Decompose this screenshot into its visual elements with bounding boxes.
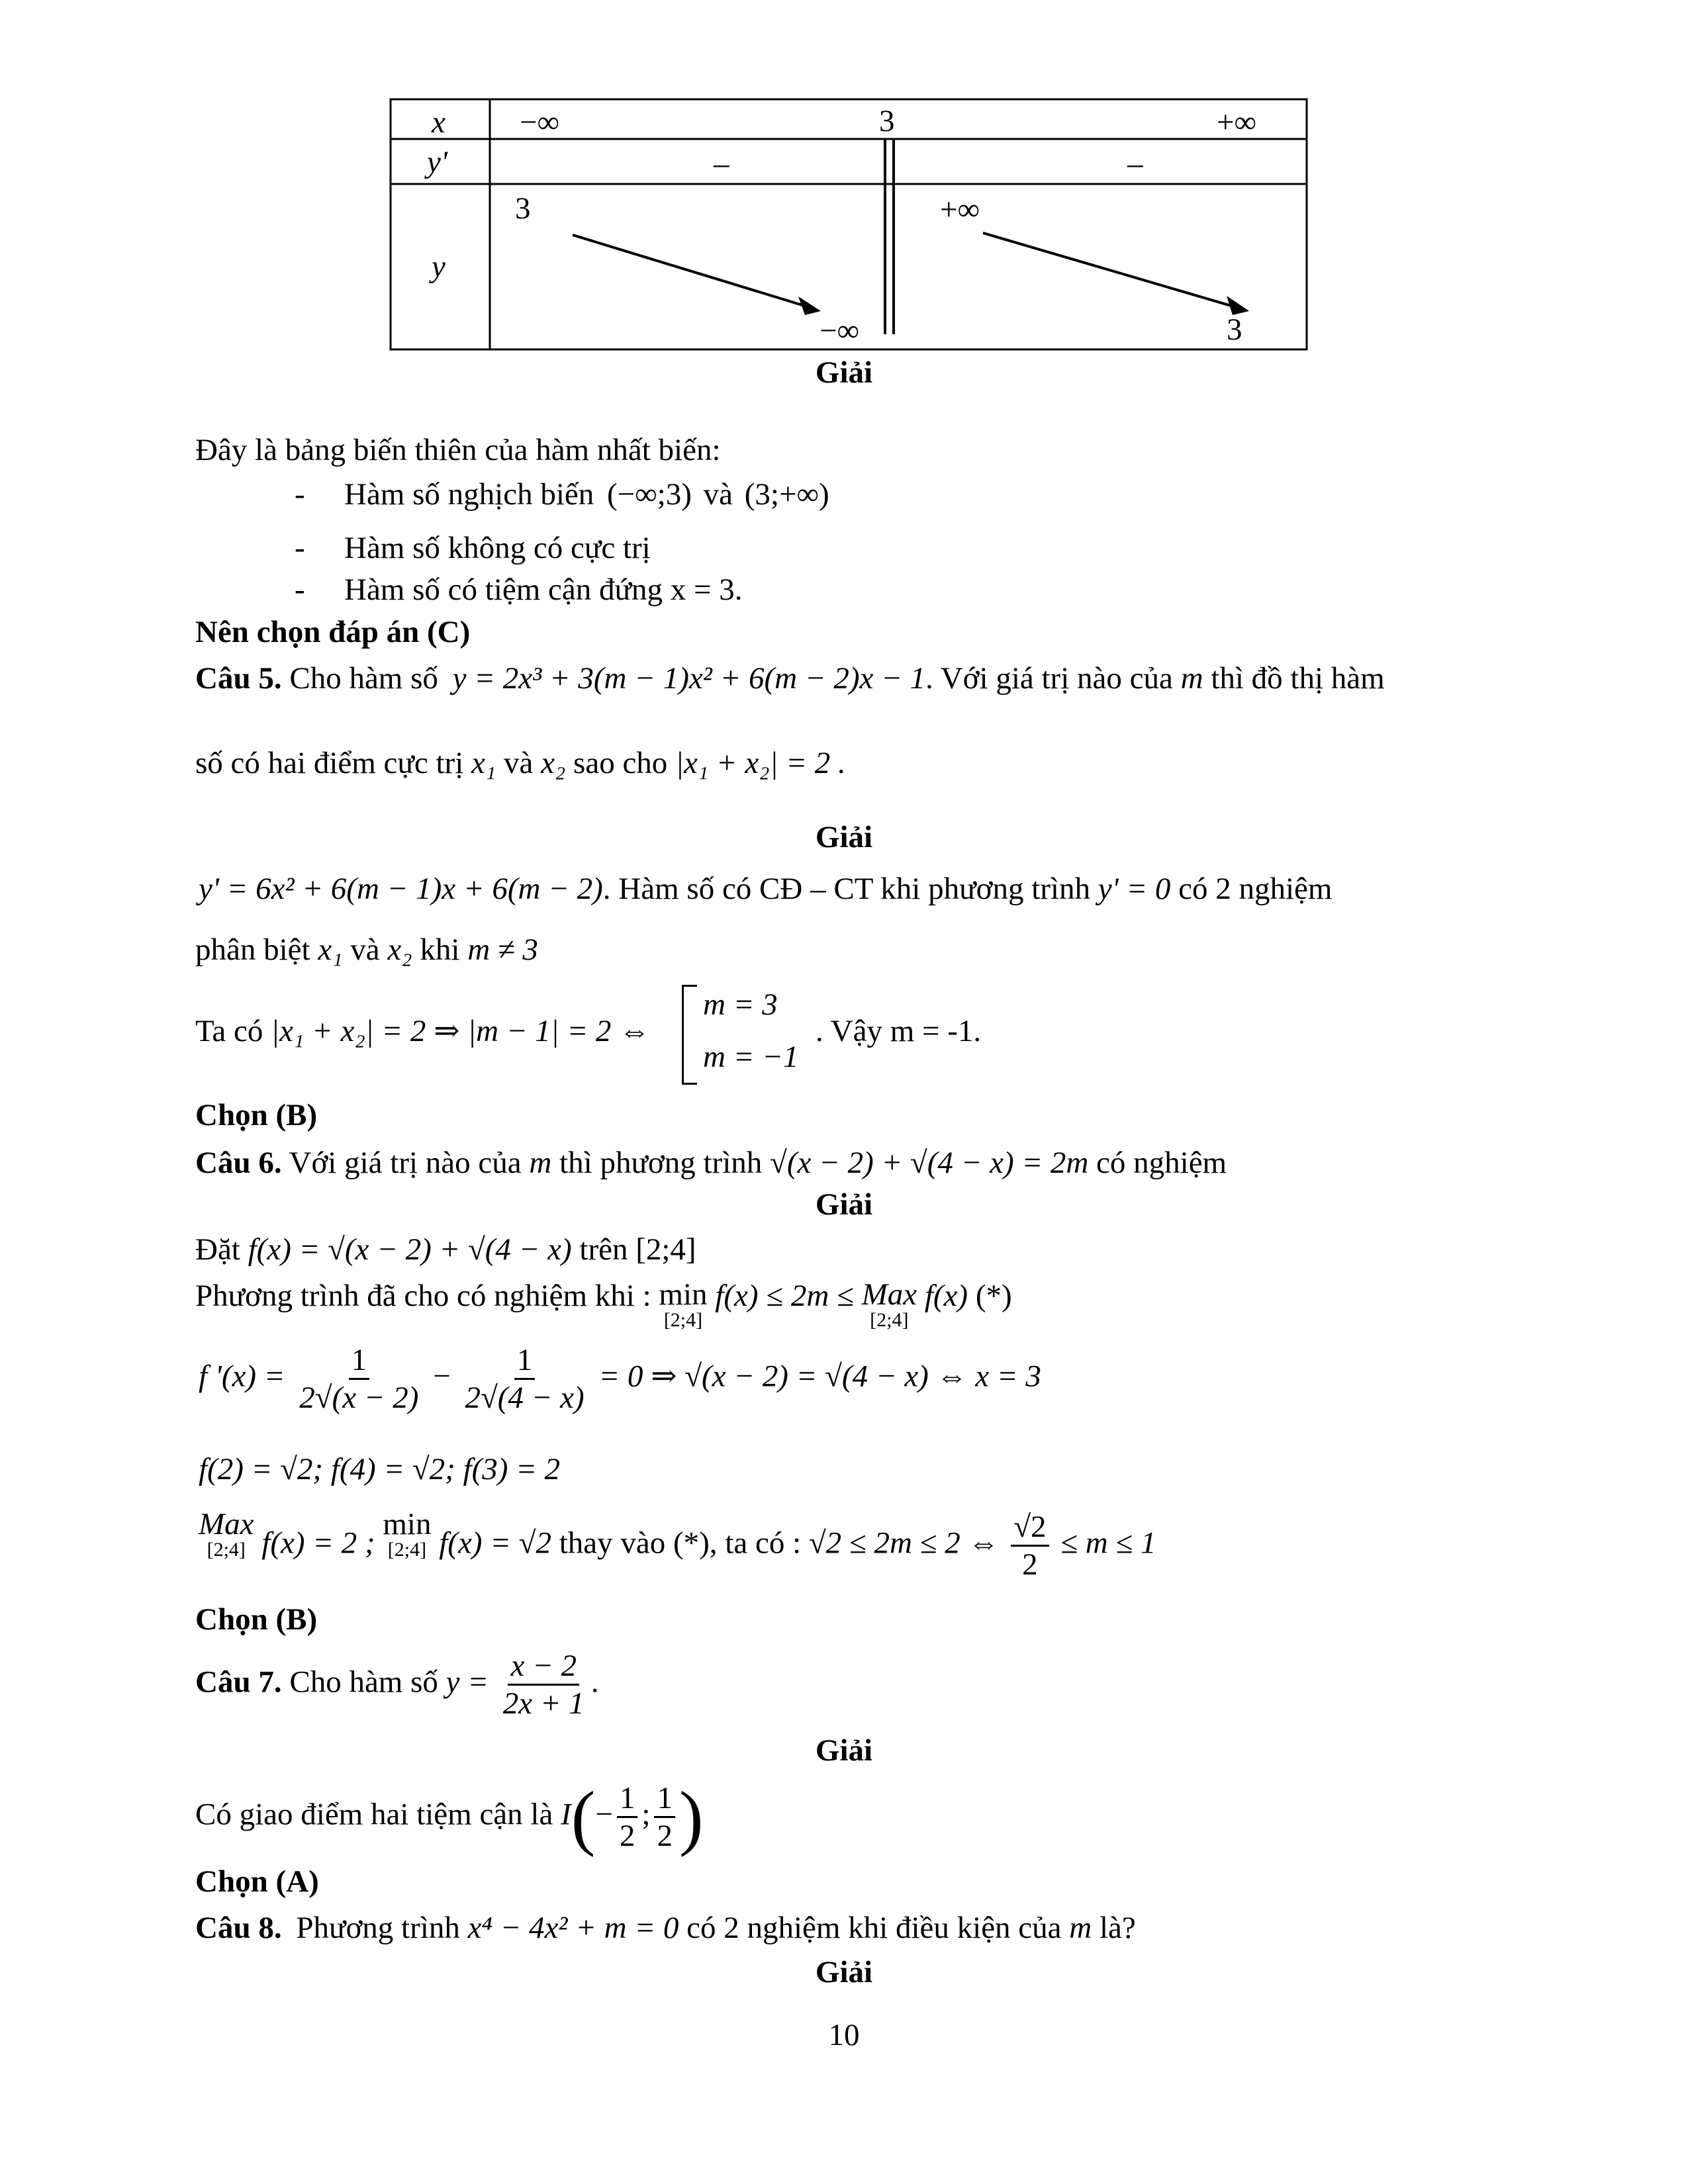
q6-fraction-1-den: 2√(x − 2) — [299, 1381, 419, 1416]
q8-label: Câu 8. — [195, 1911, 282, 1945]
q7-answer: Chọn (A) — [195, 1864, 319, 1899]
q5-solution-line2 — [195, 933, 538, 968]
q5-m-condition: m ≠ 3 — [467, 933, 538, 967]
y-right-top: +∞ — [940, 193, 980, 227]
q5-derivative-zero: y' = 0 — [1098, 872, 1171, 906]
q6-derivative-line: f '(x) = $\frac{1}{2√(x - 2)}$ − $\frac{1}{2√(4 - x)}$ = 0 ⇒ √(x − 2) = √(4 − x) ⇔ x = 3 — [199, 1343, 1041, 1416]
q7-point-y-num: 1 — [654, 1780, 675, 1818]
q6-star: (*) — [975, 1279, 1012, 1313]
q6-min-value: f(x) = √2 — [439, 1525, 551, 1561]
q4-bullet-2: - Hàm số không có cực trị — [295, 531, 651, 565]
q8-m: m — [1069, 1911, 1092, 1945]
q6-statement — [195, 1146, 1227, 1181]
q6-domain: trên [2;4] — [579, 1232, 696, 1267]
q6-result-max-label: Max — [199, 1507, 254, 1541]
q6-result-max — [199, 1509, 254, 1560]
q6-result-end: ≤ m ≤ 1 — [1060, 1525, 1156, 1561]
q5-text-2: . Với giá trị nào của — [925, 661, 1173, 696]
q4-and: và — [703, 477, 733, 512]
q6-min-domain: [2;4] — [663, 1309, 703, 1331]
q6-solution-heading: Giải — [815, 1187, 873, 1222]
q6-equation: √(x − 2) + √(4 − x) = 2m — [770, 1146, 1089, 1180]
q6-max-operator — [862, 1279, 917, 1330]
q6-fraction-1 — [297, 1342, 421, 1416]
q5-sol-text: . Hàm số có CĐ – CT khi phương trình — [602, 872, 1090, 906]
q5-sol-end: có 2 nghiệm — [1178, 872, 1333, 906]
q4-interval-1: (−∞;3) — [607, 477, 692, 512]
q6-answer: Chọn (B) — [195, 1602, 318, 1637]
q6-derivative-lhs: f '(x) = — [199, 1359, 285, 1394]
q5-case-bracket — [682, 985, 697, 1085]
q6-label: Câu 6. — [195, 1146, 282, 1180]
q8-solution-heading: Giải — [815, 1955, 873, 1989]
q5-solution-line3 — [195, 1015, 650, 1049]
q6-derivative-rhs: = 0 ⇒ √(x − 2) = √(4 − x) ⇔ x = 3 — [598, 1359, 1041, 1394]
q7-function-fraction — [500, 1648, 587, 1721]
q6-result-min — [383, 1509, 431, 1560]
q6-fraction-2-num: 1 — [514, 1342, 536, 1380]
arrow-decreasing-left — [573, 235, 811, 308]
q7-denominator: 2x + 1 — [502, 1686, 585, 1721]
q6-m: m — [529, 1146, 552, 1180]
q6-max-fx: f(x) — [924, 1279, 968, 1313]
q4-bullet-1: - Hàm số nghịch biến (−∞;3) và (3;+∞) — [295, 477, 829, 512]
y-right-bottom: 3 — [1227, 312, 1243, 347]
q5-x1: x₁ — [471, 746, 496, 780]
q5-label: Câu 5. — [195, 661, 282, 696]
q4-bullet-3: - Hàm số có tiệm cận đứng x = 3. — [295, 572, 743, 607]
q5-derivative: y' = 6x² + 6(m − 1)x + 6(m − 2) — [199, 872, 603, 906]
q7-point-x — [617, 1780, 638, 1854]
q5-when: khi — [420, 933, 460, 967]
q5-function: y = 2x³ + 3(m − 1)x² + 6(m − 2)x − 1 — [452, 661, 926, 696]
q6-result-inequality: √2 ≤ 2m ≤ 2 ⇔ — [808, 1525, 1000, 1561]
q6-max-label: Max — [861, 1277, 917, 1312]
q8-text: Phương trình — [296, 1911, 460, 1945]
q6-condition-line — [195, 1279, 1012, 1330]
q6-max-value: f(x) = 2 ; — [261, 1525, 375, 1561]
row-label-x: x — [432, 105, 445, 140]
q6-min-operator — [659, 1279, 707, 1330]
q5-case-2: m = −1 — [703, 1040, 799, 1074]
q6-function: f(x) = √(x − 2) + √(4 − x) — [248, 1232, 572, 1267]
q5-condition: |x₁ + x₂| = 2 . — [675, 746, 846, 780]
q6-set-text: Đặt — [195, 1232, 240, 1267]
q4-bullet-1-text: Hàm số nghịch biến — [344, 477, 594, 512]
q7-point-label: I — [561, 1797, 571, 1832]
arrow-decreasing-right — [983, 233, 1238, 308]
q7-point-y — [654, 1780, 675, 1854]
yprime-sign-left: – — [714, 146, 729, 181]
q5-sol-x1: x₁ — [318, 933, 343, 967]
x-minus-infinity: −∞ — [520, 105, 560, 140]
y-left-bottom: −∞ — [820, 314, 860, 348]
q6-fraction-1-num: 1 — [349, 1342, 370, 1380]
q8-text-3: là? — [1100, 1911, 1136, 1945]
q7-label: Câu 7. — [195, 1664, 282, 1700]
q5-conclusion: . Vậy m = -1. — [816, 1014, 982, 1048]
q7-point-x-den: 2 — [619, 1819, 635, 1854]
q6-result-min-domain: [2;4] — [387, 1539, 427, 1561]
row-label-yprime: y' — [427, 145, 447, 179]
q5-text: Cho hàm số — [289, 661, 438, 696]
q5-equation: |x₁ + x₂| = 2 ⇒ |m − 1| = 2 ⇔ — [271, 1014, 651, 1048]
q8-text-2: có 2 nghiệm khi điều kiện của — [686, 1911, 1062, 1945]
x-critical-value: 3 — [879, 104, 895, 138]
row-label-y: y — [432, 250, 445, 284]
q5-line2-text: số có hai điểm cực trị — [195, 746, 464, 780]
q7-y: y = — [445, 1664, 489, 1700]
q6-condition-text: Phương trình đã cho có nghiệm khi : — [195, 1279, 651, 1313]
q6-fraction-2 — [462, 1342, 586, 1416]
q6-result-fraction-den: 2 — [1022, 1547, 1038, 1582]
q4-intro: Đây là bảng biến thiên của hàm nhất biến: — [195, 433, 721, 467]
q6-min-label: min — [659, 1277, 708, 1312]
q6-result-line — [199, 1509, 1156, 1582]
q5-solution-line1 — [199, 872, 1332, 907]
q6-text-2: thì phương trình — [559, 1146, 763, 1180]
q6-result-fraction — [1011, 1509, 1049, 1582]
q5-we-have: Ta có — [195, 1014, 263, 1048]
q6-inequality: f(x) ≤ 2m ≤ — [715, 1279, 854, 1313]
q7-numerator: x − 2 — [508, 1648, 579, 1686]
q5-text-3: thì đồ thị hàm — [1211, 661, 1385, 696]
arrowhead-left — [798, 296, 821, 315]
q6-substitute-text: thay vào (*), ta có : — [559, 1525, 802, 1561]
q6-result-fraction-num: √2 — [1011, 1509, 1049, 1547]
q5-and: và — [503, 746, 534, 780]
q5-sol-and: và — [350, 933, 380, 967]
q7-solution-heading: Giải — [815, 1733, 873, 1768]
page-number: 10 — [828, 2018, 860, 2052]
y-left-top: 3 — [515, 191, 531, 226]
q5-answer: Chọn (B) — [195, 1098, 318, 1132]
q6-values: f(2) = √2; f(4) = √2; f(3) = 2 — [199, 1452, 561, 1486]
q6-fraction-2-den: 2√(4 − x) — [465, 1381, 585, 1416]
solution-heading: Giải — [815, 355, 873, 390]
q4-bullet-3-text: Hàm số có tiệm cận đứng x = 3. — [344, 572, 743, 607]
yprime-sign-right: – — [1127, 146, 1143, 181]
q4-answer: Nên chọn đáp án (C) — [195, 615, 471, 649]
q5-statement-line2 — [195, 747, 846, 781]
q7-point-y-den: 2 — [657, 1819, 673, 1854]
q6-set-line — [195, 1233, 696, 1267]
q7-point-x-num: 1 — [617, 1780, 638, 1818]
q4-interval-2: (3;+∞) — [744, 477, 829, 512]
q6-text-3: có nghiệm — [1096, 1146, 1227, 1180]
q7-statement: Câu 7. Cho hàm số y = $\frac{x - 2}{2x + 1}$ . — [195, 1649, 599, 1721]
q5-x2: x₂ — [541, 746, 566, 780]
q7-solution-line: Có giao điểm hai tiệm cận là I(− $\frac{1}{2}$ ; $\frac{1}{2}$ ) — [195, 1776, 704, 1858]
q4-bullet-2-text: Hàm số không có cực trị — [344, 531, 651, 565]
q5-sol-x2: x₂ — [387, 933, 412, 967]
q6-text: Với giá trị nào của — [289, 1146, 522, 1180]
q6-max-domain: [2;4] — [870, 1309, 909, 1331]
q7-solution-text: Có giao điểm hai tiệm cận là — [195, 1797, 553, 1832]
q5-such-that: sao cho — [573, 746, 668, 780]
q5-solution-heading: Giải — [815, 820, 873, 854]
x-plus-infinity: +∞ — [1217, 105, 1257, 140]
q5-statement-line1 — [195, 662, 1385, 696]
q8-statement — [195, 1911, 1136, 1946]
q8-equation: x⁴ − 4x² + m = 0 — [467, 1911, 679, 1945]
q7-text: Cho hàm số — [289, 1664, 438, 1700]
q6-result-min-label: min — [383, 1507, 432, 1541]
q5-case-1: m = 3 — [703, 987, 778, 1022]
q5-m: m — [1180, 661, 1203, 696]
q6-result-max-domain: [2;4] — [207, 1539, 246, 1561]
q5-distinct-text: phân biệt — [195, 933, 310, 967]
